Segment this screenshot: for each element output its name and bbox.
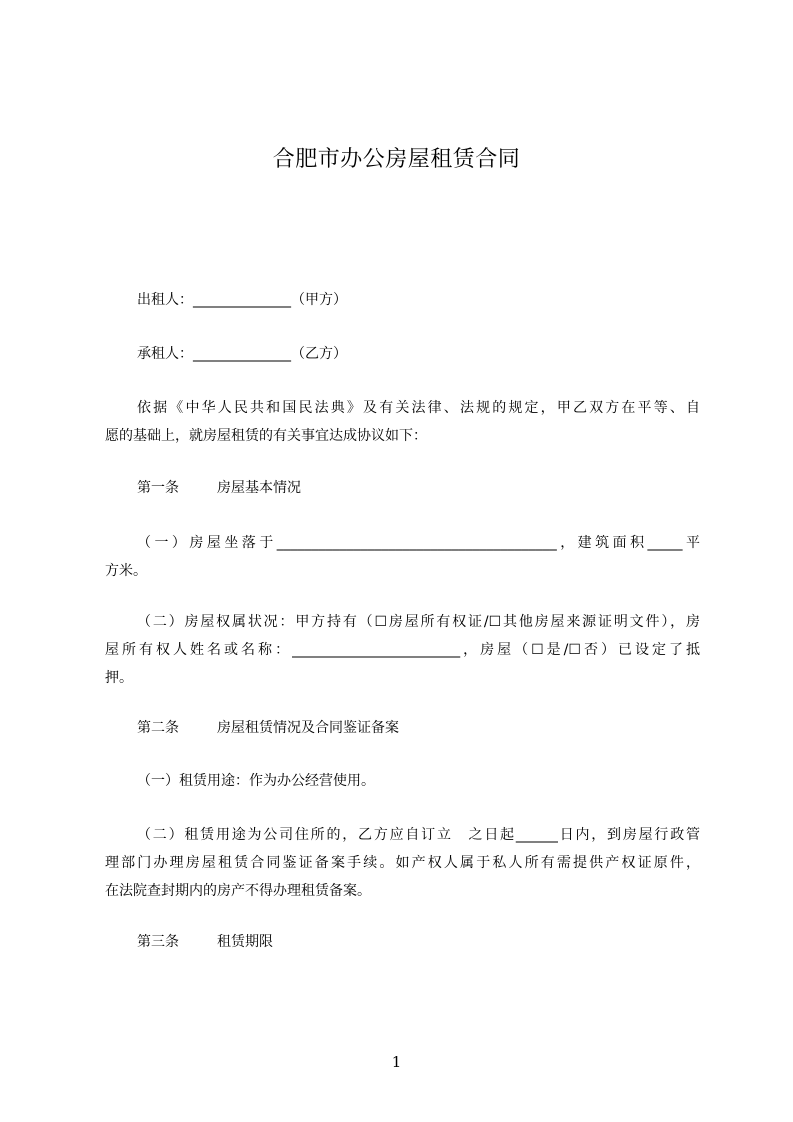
article-3-heading <box>137 928 700 956</box>
article-1-title: 房屋基本情况 <box>217 480 301 496</box>
lessor-line: 出租人：______________（甲方） <box>137 292 347 308</box>
preamble-line-1: 依据《中华人民共和国民法典》及有关法律、法规的规定，甲乙双方在平等、自 <box>137 400 700 416</box>
article-1-item-2-line-1: （二）房屋权属状况：甲方持有（☐房屋所有权证/☐其他房屋来源证明文件），房 <box>137 614 700 630</box>
article-1-item-1-line-2: 方米。 <box>105 563 147 579</box>
article-2-item-2-line-1: （二）租赁用途为公司住所的，乙方应自订立 之日起______日内，到房屋行政管 <box>137 827 700 843</box>
article-1-item-2-line-3: 押。 <box>105 670 133 686</box>
article-3-title: 租赁期限 <box>217 934 273 950</box>
article-3-number: 第三条 <box>137 934 179 950</box>
lessee-line: 承租人：______________（乙方） <box>137 346 347 362</box>
page-number: 1 <box>391 1053 402 1071</box>
article-2-heading <box>137 714 700 742</box>
article-2-item-1: （一）租赁用途：作为办公经营使用。 <box>137 773 375 789</box>
document-title: 合肥市办公房屋租赁合同 <box>272 147 521 172</box>
article-1-item-1-line-1: （一）房屋坐落于________________________________________，建筑面积_____平 <box>137 535 700 551</box>
article-2-number: 第二条 <box>137 720 179 736</box>
article-2-item-2-line-2: 理部门办理房屋租赁合同鉴证备案手续。如产权人属于私人所有需提供产权证原件， <box>105 855 700 871</box>
article-1-number: 第一条 <box>137 480 179 496</box>
article-2-title: 房屋租赁情况及合同鉴证备案 <box>217 720 399 736</box>
article-1-item-2-line-2: 屋所有权人姓名或名称：________________________，房屋（☐是/☐否）已设定了抵 <box>105 642 700 658</box>
preamble-line-2: 愿的基础上，就房屋租赁的有关事宜达成协议如下： <box>105 428 427 444</box>
article-2-item-2-line-3: 在法院查封期内的房产不得办理租赁备案。 <box>105 883 371 899</box>
article-1-heading <box>137 474 700 502</box>
